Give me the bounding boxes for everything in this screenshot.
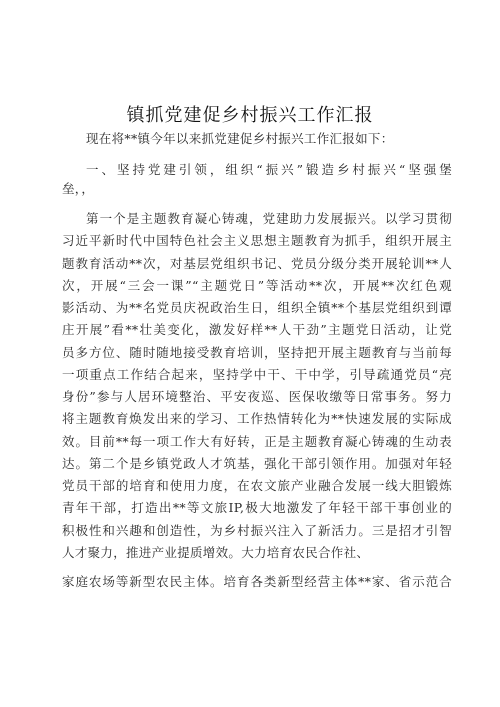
paragraph-line: 人才聚力，推进产业提质增效。大力培育农民合作社、 [62, 545, 370, 560]
paragraph-line: 第一个是主题教育凝心铸魂，党建助力发展振兴。以学习贯彻 [86, 211, 452, 226]
paragraph-line: 题教育活动**次，对基层党组织书记、党员分级分类开展轮训**人 [62, 256, 452, 271]
paragraph-line: 一项重点工作结合起来，坚持学中干、干中学，引导疏通党员“亮 [62, 367, 452, 382]
paragraph-line: 达。第二个是乡镇党政人才筑基，强化干部引领作用。加强对年轻 [62, 456, 452, 471]
paragraph-line: 影活动、为**名党员庆祝政治生日，组织全镇**个基层党组织到谭 [62, 300, 452, 315]
paragraph-line: 习近平新时代中国特色社会主义思想主题教育为抓手，组织开展主 [62, 233, 452, 248]
paragraph-line: 次，开展“三会一课”“主题党日”等活动**次，开展**次红色观 [62, 278, 452, 293]
paragraph-line: 将主题教育焕发出来的学习、工作热情转化为**快速发展的实际成 [62, 411, 452, 426]
paragraph-line: 青年干部，打造出**等文旅IP,极大地激发了年轻干部干事创业的 [62, 500, 452, 515]
section-heading-line: 一、坚持党建引领，组织“振兴”锻造乡村振兴“坚强堡 [86, 162, 452, 177]
paragraph-line: 效。目前**每一项工作大有好转，正是主题教育凝心铸魂的生动表 [62, 434, 452, 449]
section-heading-line: 垒，， [62, 181, 95, 196]
paragraph-line: 家庭农场等新型农民主体。培育各类新型经营主体**家、省示范合 [62, 574, 452, 589]
paragraph-line: 员多方位、随时随地接受教育培训，坚持把开展主题教育与当前每 [62, 345, 452, 360]
paragraph-line: 积极性和兴趣和创造性，为乡村振兴注入了新活力。三是招才引智 [62, 523, 452, 538]
document-title: 镇抓党建促乡村振兴工作汇报 [126, 105, 374, 126]
paragraph-line: 庄开展”看**壮美变化，激发好样**人干劲”主题党日活动，让党 [62, 322, 452, 337]
intro-line: 现在将**镇今年以来抓党建促乡村振兴工作汇报如下： [86, 131, 394, 146]
paragraph-line: 身份”参与人居环境整治、平安夜巡、医保收缴等日常事务。努力 [62, 389, 452, 404]
paragraph-line: 党员干部的培育和使用力度，在农文旅产业融合发展一线大胆锻炼 [62, 478, 452, 493]
